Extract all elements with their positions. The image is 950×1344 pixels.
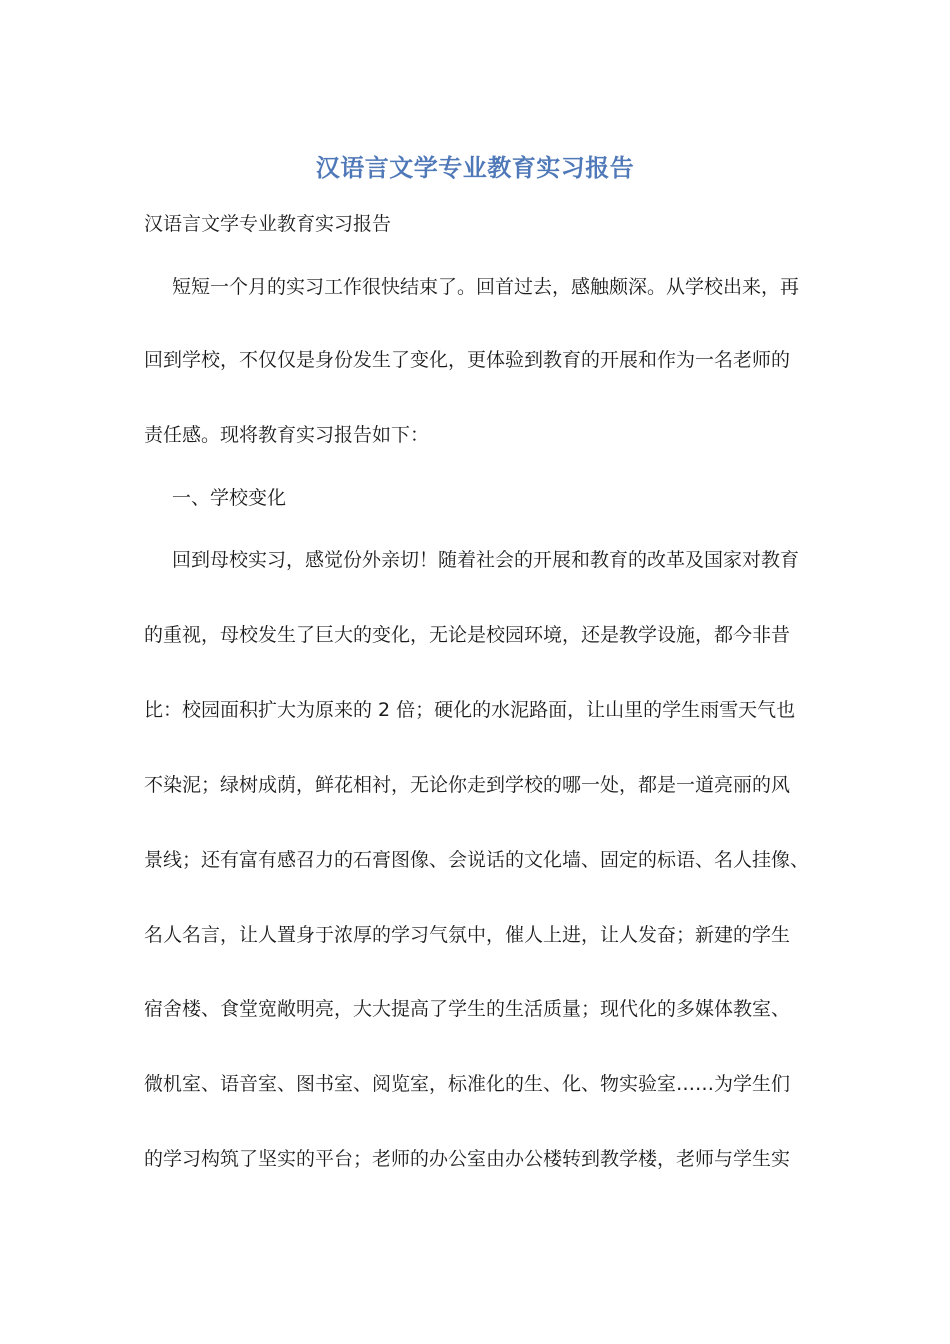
paragraph-line: 的重视，母校发生了巨大的变化，无论是校园环境，还是教学设施，都今非昔 [144, 624, 791, 646]
paragraph-line: 回到学校，不仅仅是身份发生了变化，更体验到教育的开展和作为一名老师的 [144, 349, 791, 371]
paragraph-line: 回到母校实习，感觉份外亲切！随着社会的开展和教育的改革及国家对教育 [172, 549, 800, 571]
paragraph-line: 名人名言，让人置身于浓厚的学习气氛中，催人上进，让人发奋；新建的学生 [144, 924, 791, 946]
paragraph-line: 的学习构筑了坚实的平台；老师的办公室由办公楼转到教学楼，老师与学生实 [144, 1148, 791, 1170]
section-heading: 一、学校变化 [172, 487, 287, 509]
document-subtitle: 汉语言文学专业教育实习报告 [144, 213, 392, 235]
paragraph-line: 责任感。现将教育实习报告如下： [144, 424, 430, 446]
paragraph-line: 短短一个月的实习工作很快结束了。回首过去，感触颇深。从学校出来，再 [172, 276, 800, 298]
paragraph-line: 宿舍楼、食堂宽敞明亮，大大提高了学生的生活质量；现代化的多媒体教室、 [144, 998, 791, 1020]
page-title: 汉语言文学专业教育实习报告 [315, 153, 635, 182]
paragraph-line: 不染泥；绿树成荫，鲜花相衬，无论你走到学校的哪一处，都是一道亮丽的风 [144, 774, 791, 796]
paragraph-line: 比：校园面积扩大为原来的 2 倍；硬化的水泥路面，让山里的学生雨雪天气也 [144, 699, 796, 721]
paragraph-line: 微机室、语音室、图书室、阅览室，标准化的生、化、物实验室……为学生们 [144, 1073, 791, 1095]
paragraph-line: 景线；还有富有感召力的石膏图像、会说话的文化墙、固定的标语、名人挂像、 [144, 849, 810, 871]
